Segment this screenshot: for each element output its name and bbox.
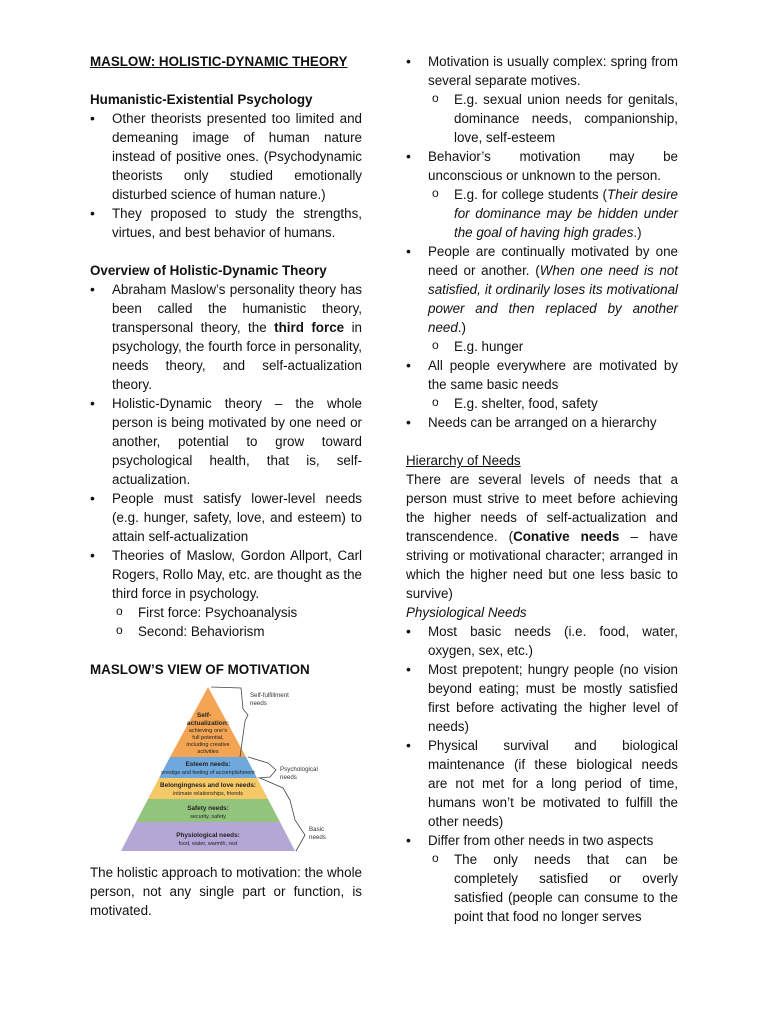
sub-list bbox=[406, 337, 678, 356]
document-title: MASLOW: HOLISTIC-DYNAMIC THEORY bbox=[90, 54, 348, 69]
tier-desc: security, safety bbox=[190, 814, 226, 820]
tier-desc: activities bbox=[197, 749, 219, 755]
side-label: Self-fulfillment bbox=[250, 692, 289, 699]
list-item: • Needs can be arranged on a hierarchy bbox=[406, 413, 678, 432]
tier-label: Belongingness and love needs: bbox=[160, 782, 256, 789]
section-heading-humanistic: Humanistic-Existential Psychology bbox=[90, 92, 313, 107]
right-column bbox=[406, 52, 678, 926]
tier-desc: prestige and feeling of accomplishment bbox=[161, 770, 255, 776]
side-label: Basic bbox=[309, 826, 325, 833]
sub-list-item: o The only needs that can be completely satisfied or overly satisfied (people can consume to the point that food no longer serves bbox=[406, 850, 678, 926]
section-heading-hierarchy: Hierarchy of Needs bbox=[406, 453, 521, 468]
tier-desc: intimate relationships, friends bbox=[173, 791, 243, 797]
sub-list-item: o E.g. hunger bbox=[406, 337, 678, 356]
list-item: • Behavior’s motivation may be unconscious or unknown to the person. o E.g. for college students (Their desire for dominance may be hidden under the goal of having high grades.) bbox=[406, 147, 678, 242]
tier-label: Self- bbox=[196, 712, 212, 719]
list-item: • Most prepotent; hungry people (no vision beyond eating; must be mostly satisfied first before activating the higher level of needs) bbox=[406, 660, 678, 736]
sub-list bbox=[406, 850, 678, 926]
physiological-bullets bbox=[406, 622, 678, 926]
list-item: • All people everywhere are motivated by the same basic needs o E.g. shelter, food, safety bbox=[406, 356, 678, 413]
list-item: • People must satisfy lower-level needs (e.g. hunger, safety, love, and esteem) to attain self-actualization bbox=[90, 489, 362, 546]
sub-list-item: o Second: Behaviorism bbox=[90, 622, 362, 641]
tier-label: Physiological needs: bbox=[176, 832, 240, 839]
tier-desc: food, water, warmth, rest bbox=[178, 841, 238, 847]
closing-paragraph: The holistic approach to motivation: the whole person, not any single part or function, is motivated. bbox=[90, 865, 362, 918]
list-item: • Holistic-Dynamic theory – the whole person is being motivated by one need or another, potential to grow toward psychological health, that is, self-actualization. bbox=[90, 394, 362, 489]
sub-list-item: o E.g. for college students (Their desire for dominance may be hidden under the goal of having high grades.) bbox=[406, 185, 678, 242]
section-heading-overview: Overview of Holistic-Dynamic Theory bbox=[90, 263, 327, 278]
list-item: • Physical survival and biological maintenance (if these biological needs are not met for a long period of time, humans won’t be motivated to fulfill the other needs) bbox=[406, 736, 678, 831]
list-item: • People are continually motivated by one need or another. (When one need is not satisfied, it ordinarily loses its motivational power and then replaced by another need.) o E.g. hunger bbox=[406, 242, 678, 356]
maslow-pyramid-figure bbox=[90, 685, 335, 857]
list-item: • Most basic needs (i.e. food, water, oxygen, sex, etc.) bbox=[406, 622, 678, 660]
tier-desc: full potential, bbox=[192, 735, 224, 741]
side-label: Psychological bbox=[280, 766, 318, 773]
sub-list bbox=[406, 185, 678, 242]
hierarchy-paragraph: There are several levels of needs that a person must strive to meet before achieving the higher needs of self-actualization and transcendence. (Conative needs – have striving or motivational character; arranged in which the higher need but one less basic to survive) bbox=[406, 472, 678, 601]
sub-list bbox=[406, 394, 678, 413]
overview-bullets bbox=[90, 280, 362, 641]
list-item: • Differ from other needs in two aspects o The only needs that can be completely satisfied or overly satisfied (people can consume to the point that food no longer serves bbox=[406, 831, 678, 926]
section-heading-physiological: Physiological Needs bbox=[406, 605, 527, 620]
tier-label: Safety needs: bbox=[187, 805, 229, 812]
motivation-bullets bbox=[406, 52, 678, 432]
list-item: • They proposed to study the strengths, virtues, and best behavior of humans. bbox=[90, 204, 362, 242]
sub-list-item: o E.g. shelter, food, safety bbox=[406, 394, 678, 413]
list-item: • Other theorists presented too limited and demeaning image of human nature instead of positive ones. (Psychodynamic theorists only studied emotionally disturbed science of human nature.) bbox=[90, 109, 362, 204]
humanistic-bullets bbox=[90, 109, 362, 242]
list-item: • Theories of Maslow, Gordon Allport, Carl Rogers, Rollo May, etc. are thought as the third force in psychology. o First force: Psychoanalysis o Second: Behaviorism bbox=[90, 546, 362, 641]
list-item: • Abraham Maslow’s personality theory has been called the humanistic theory, transpersonal theory, the third force in psychology, the fourth force in personality, needs theory, and self-actualization theory. bbox=[90, 280, 362, 394]
tier-desc: including creative bbox=[186, 742, 230, 748]
forces-sublist bbox=[90, 603, 362, 641]
list-item: • Motivation is usually complex: spring from several separate motives. o E.g. sexual union needs for genitals, dominance needs, companionship, love, self-esteem bbox=[406, 52, 678, 147]
tier-label: Esteem needs: bbox=[185, 761, 231, 768]
left-column bbox=[90, 52, 362, 920]
sub-list bbox=[406, 90, 678, 147]
sub-list-item: o E.g. sexual union needs for genitals, dominance needs, companionship, love, self-esteem bbox=[406, 90, 678, 147]
tier-label: actualization: bbox=[186, 720, 230, 727]
sub-list-item: o First force: Psychoanalysis bbox=[90, 603, 362, 622]
side-label: needs bbox=[280, 774, 297, 781]
side-label: needs bbox=[250, 700, 267, 707]
section-heading-motivation: MASLOW’S VIEW OF MOTIVATION bbox=[90, 662, 310, 677]
side-label: needs bbox=[309, 834, 326, 841]
tier-desc: achieving one’s bbox=[188, 728, 228, 734]
